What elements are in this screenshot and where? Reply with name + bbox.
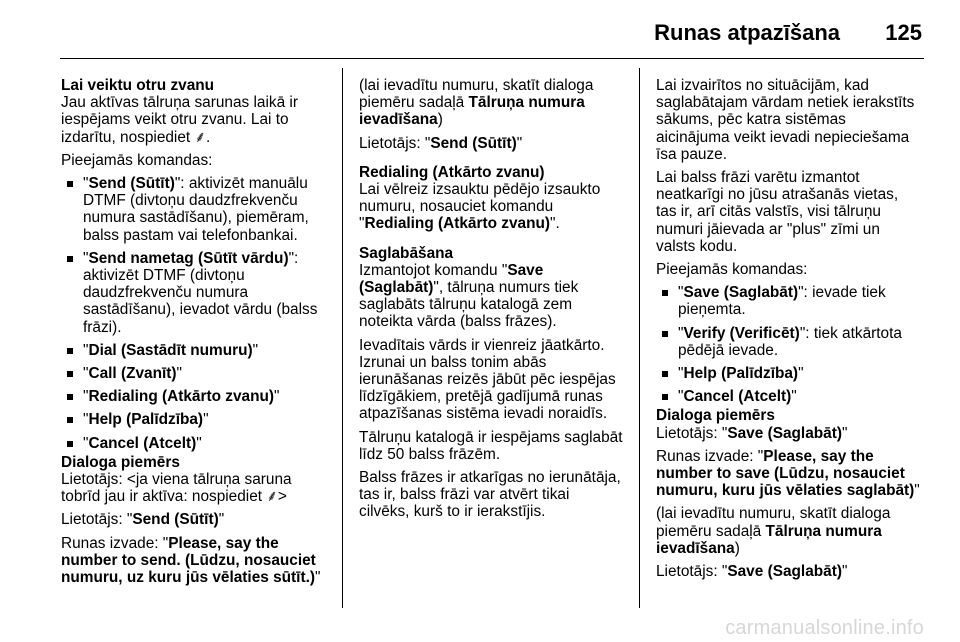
page-header	[0, 0, 960, 62]
watermark: carmanualsonline.info	[725, 617, 924, 639]
list-item: "Help (Palīdzība)"	[61, 411, 325, 428]
paragraph: (lai ievadītu numuru, skatīt dialoga piemēru sadaļā Tālruņa numura ievadīšana)	[359, 77, 594, 129]
command-list	[61, 175, 325, 452]
list-item: "Save (Saglabāt)": ievade tiek pieņemta.	[656, 284, 920, 318]
paragraph: (lai ievadītu numuru, skatīt dialoga piemēru sadaļā Tālruņa numura ievadīšana)	[656, 505, 891, 557]
command-list	[656, 284, 920, 405]
list-item: "Send nametag (Sūtīt vārdu)": aktivizēt DTMF (divtoņu daudzfrekvenču numura sastādīšanu), ievadot vārdu (balss frāzi).	[61, 250, 325, 336]
section-heading: Saglabāšana	[359, 244, 454, 262]
header-rule	[60, 58, 924, 59]
dialog-user-line: Lietotājs: "Save (Saglabāt)"	[656, 424, 848, 442]
paragraph: Ievadītais vārds ir vienreiz jāatkārto. Izrunai un balss tonim abās ierunāšanas reizēs jābūt pēc iespējas līdzīgākiem, pretējā gadījumā runas atpazīšanas sistēma ievadi noraidīs.	[359, 336, 616, 423]
list-item: "Redialing (Atkārto zvanu)"	[61, 388, 325, 405]
dialog-system-line: Runas izvade: "Please, say the number to save (Lūdzu, nosauciet numuru, kuru jūs vēlaties saglabāt)"	[656, 447, 920, 500]
column-divider-2	[639, 68, 640, 608]
example-heading: Dialoga piemērs	[61, 453, 180, 471]
dialog-user-line: Lietotājs: "Send (Sūtīt)"	[359, 134, 523, 152]
list-item: "Call (Zvanīt)"	[61, 365, 325, 382]
page-title: Runas atpazīšana	[654, 20, 840, 45]
section-heading: Redialing (Atkārto zvanu)	[359, 163, 545, 181]
paragraph: Lai izvairītos no situācijām, kad saglabātajam vārdam netiek ierakstīts sākums, pēc katra sistēmas aicinājuma veikt ievadi nepieciešama īsa pauze.	[656, 77, 915, 163]
commands-label: Pieejamās komandas:	[61, 151, 213, 169]
page-number: 125	[885, 20, 922, 45]
list-item: "Cancel (Atcelt)"	[656, 388, 920, 405]
section-heading: Lai veiktu otru zvanu	[61, 77, 215, 94]
example-heading: Dialoga piemērs	[656, 407, 775, 425]
list-item: "Verify (Verificēt)": tiek atkārtota pēdējā ievade.	[656, 325, 920, 359]
paragraph: Izmantojot komandu "Save (Saglabāt)", tālruņa numurs tiek saglabāts tālruņu katalogā zem noteikta vārda (balss frāzes).	[359, 261, 579, 331]
dialog-user-line: Lietotājs: "Send (Sūtīt)"	[61, 511, 225, 529]
dialog-user-line: Lietotājs: <ja viena tālruņa saruna tobrīd jau ir aktīva: nospiediet ⸙>	[61, 471, 292, 506]
list-item: "Send (Sūtīt)": aktivizēt manuālu DTMF (divtoņu daudzfrekvenču numura sastādīšanu), piemēram, balss pastam vai telefonbankai.	[61, 175, 325, 244]
paragraph: Lai balss frāzi varētu izmantot neatkarīgi no jūsu atrašanās vietas, tas ir, arī citās valstīs, visi tālruņu numuri jāievada ar "plus" zīmi un valsts kodu.	[656, 169, 899, 255]
dialog-user-line: Lietotājs: "Save (Saglabāt)"	[656, 563, 848, 581]
list-item: "Dial (Sastādīt numuru)"	[61, 342, 325, 359]
paragraph: Jau aktīvas tālruņa sarunas laikā ir iespējams veikt otru zvanu. Lai to izdarītu, nospiediet ⸙.	[61, 94, 298, 146]
paragraph: Lai vēlreiz izsauktu pēdējo izsaukto numuru, nosauciet komandu "Redialing (Atkārto zvanu)".	[359, 181, 601, 233]
commands-label: Pieejamās komandas:	[656, 261, 808, 279]
column-3	[656, 77, 920, 586]
paragraph: Tālruņu katalogā ir iespējams saglabāt līdz 50 balss frāzēm.	[359, 428, 623, 463]
list-item: "Cancel (Atcelt)"	[61, 435, 325, 452]
column-2	[359, 77, 623, 527]
dialog-system-line: Runas izvade: "Please, say the number to send. (Lūdzu, nosauciet numuru, uz kuru jūs vēlaties sūtīt.)"	[61, 534, 321, 587]
list-item: "Help (Palīdzība)"	[656, 365, 920, 382]
column-1	[61, 77, 325, 592]
column-divider-1	[342, 68, 343, 608]
paragraph: Balss frāzes ir atkarīgas no ierunātāja, tas ir, balss frāzi var atvērt tikai cilvēks, kurš to ir ierakstījis.	[359, 469, 621, 521]
